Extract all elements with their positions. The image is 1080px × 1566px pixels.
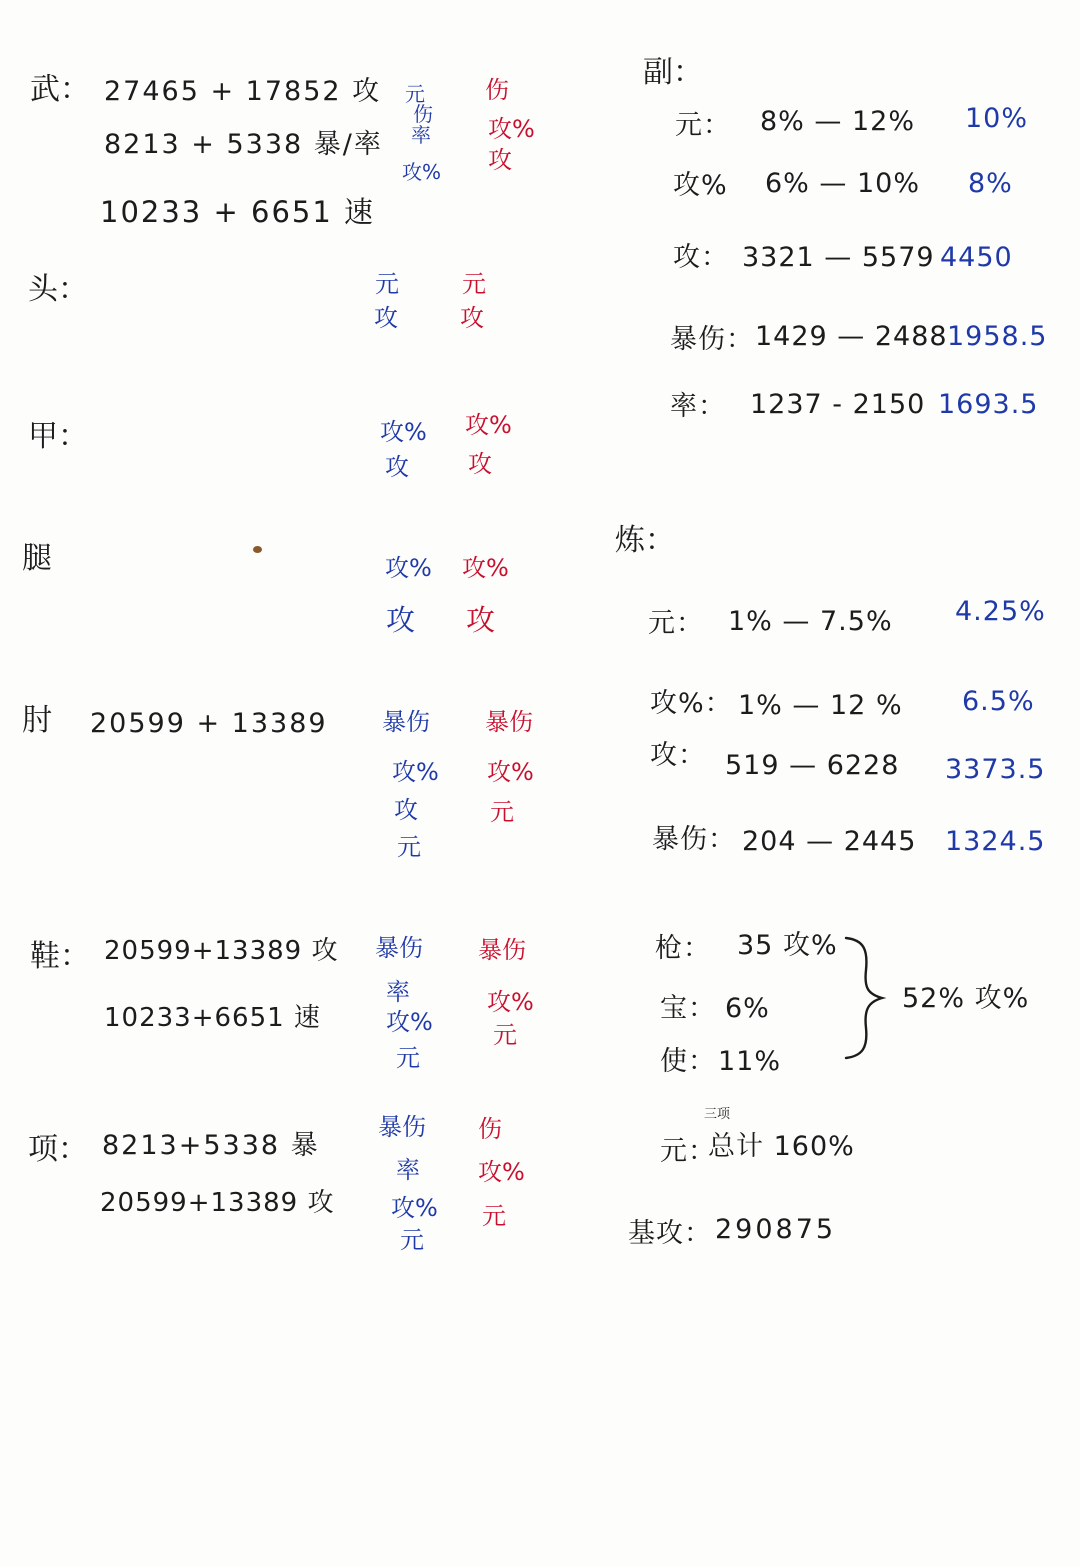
elbow-blue-opt-4: 元 — [397, 833, 421, 861]
weapon-blue-opt-2: 伤 — [413, 102, 433, 126]
refine-row-3-avg: 3373.5 — [945, 754, 1046, 785]
secondary-row-4-name: 暴伤： — [670, 324, 754, 355]
shoes-label: 鞋： — [30, 939, 90, 974]
secondary-row-5-range: 1237 - 2150 — [750, 389, 926, 420]
necklace-blue-opt-4: 元 — [400, 1226, 424, 1254]
necklace-label: 项： — [28, 1132, 88, 1167]
elbow-blue-opt-2: 攻% — [392, 758, 439, 786]
weapon-red-opt-3: 攻 — [488, 146, 512, 174]
elbow-red-opt-1: 暴伤 — [485, 708, 533, 736]
legs-blue-opt-2: 攻 — [386, 603, 416, 637]
armor-blue-opt-1: 攻% — [380, 418, 427, 446]
refine-row-2-range: 1% — 12 % — [738, 690, 903, 721]
secondary-row-3-name: 攻： — [673, 242, 729, 273]
secondary-row-4-range: 1429 — 2488 — [755, 321, 948, 352]
secondary-row-5-name: 率： — [670, 391, 726, 422]
necklace-red-opt-2: 攻% — [478, 1158, 525, 1186]
refine-row-3-name: 攻： — [650, 740, 706, 771]
legs-red-opt-1: 攻% — [462, 554, 509, 582]
secondary-row-2-avg: 8% — [968, 168, 1013, 199]
legs-label: 腿 — [22, 541, 52, 576]
weapon-blue-opt-1: 元 — [405, 82, 425, 106]
weapon-label: 武： — [30, 72, 90, 107]
bonus-row-1-name: 枪： — [655, 933, 711, 964]
base-attack-label: 基攻： — [628, 1218, 712, 1249]
shoes-blue-opt-1: 暴伤 — [375, 934, 423, 962]
armor-red-opt-1: 攻% — [465, 411, 512, 439]
weapon-red-opt-1: 伤 — [485, 76, 509, 104]
elbow-blue-opt-3: 攻 — [394, 796, 418, 824]
secondary-row-1-range: 8% — 12% — [760, 106, 916, 137]
weapon-red-opt-2: 攻% — [488, 115, 535, 143]
legs-blue-opt-1: 攻% — [385, 554, 432, 582]
armor-label: 甲： — [28, 419, 88, 454]
right-curly-brace — [842, 932, 886, 1062]
secondary-row-1-avg: 10% — [965, 103, 1029, 134]
weapon-line-3: 10233 + 6651 速 — [100, 195, 376, 229]
ink-stain — [253, 546, 262, 553]
shoes-line-1: 20599+13389 攻 — [104, 936, 339, 966]
head-red-opt-1: 元 — [462, 270, 486, 298]
refine-row-4-avg: 1324.5 — [945, 826, 1046, 857]
weapon-line-2: 8213 + 5338 暴/率 — [104, 129, 383, 160]
secondary-row-5-avg: 1693.5 — [938, 389, 1039, 420]
secondary-row-3-range: 3321 — 5579 — [742, 242, 935, 273]
refine-row-1-range: 1% — 7.5% — [728, 606, 893, 637]
shoes-red-opt-2: 攻% — [487, 988, 534, 1016]
bonus-row-2-value: 6% — [725, 993, 770, 1024]
necklace-red-opt-1: 伤 — [478, 1115, 502, 1143]
secondary-row-2-name: 攻% — [673, 170, 728, 201]
necklace-blue-opt-2: 率 — [396, 1156, 420, 1184]
refine-row-2-name: 攻%： — [650, 688, 733, 719]
necklace-blue-opt-3: 攻% — [391, 1194, 438, 1222]
head-blue-opt-1: 元 — [375, 270, 399, 298]
weapon-line-1: 27465 + 17852 攻 — [104, 76, 382, 107]
bonus-row-2-name: 宝： — [660, 993, 716, 1024]
secondary-row-1-name: 元： — [675, 110, 731, 141]
armor-red-opt-2: 攻 — [468, 450, 492, 478]
yuan-total-value: 总计 160% — [708, 1131, 855, 1162]
necklace-blue-opt-1: 暴伤 — [378, 1113, 426, 1141]
secondary-row-2-range: 6% — 10% — [765, 168, 921, 199]
shoes-line-2: 10233+6651 速 — [104, 1003, 321, 1033]
yuan-total-label: 元： — [660, 1136, 716, 1167]
refine-row-4-range: 204 — 2445 — [742, 826, 917, 857]
head-blue-opt-2: 攻 — [374, 304, 398, 332]
bonus-row-1-value: 35 攻% — [737, 930, 838, 961]
shoes-blue-opt-3: 攻% — [386, 1008, 433, 1036]
shoes-red-opt-1: 暴伤 — [478, 936, 526, 964]
bonus-total: 52% 攻% — [902, 983, 1030, 1014]
legs-red-opt-2: 攻 — [466, 603, 496, 637]
weapon-blue-opt-4: 攻% — [402, 160, 442, 184]
elbow-label: 肘 — [22, 703, 52, 738]
shoes-blue-opt-4: 元 — [396, 1044, 420, 1072]
bonus-row-3-value: 11% — [718, 1046, 782, 1077]
head-label: 头： — [28, 272, 88, 307]
refine-row-2-avg: 6.5% — [962, 686, 1035, 717]
refine-row-4-name: 暴伤： — [652, 824, 736, 855]
refine-row-1-name: 元： — [648, 608, 704, 639]
elbow-red-opt-3: 元 — [490, 798, 514, 826]
refine-label: 炼： — [615, 523, 675, 558]
necklace-line-2: 20599+13389 攻 — [100, 1188, 335, 1218]
secondary-label: 副： — [643, 55, 703, 90]
secondary-row-3-avg: 4450 — [940, 242, 1013, 273]
elbow-blue-opt-1: 暴伤 — [382, 708, 430, 736]
head-red-opt-2: 攻 — [460, 304, 484, 332]
shoes-red-opt-3: 元 — [493, 1021, 517, 1049]
weapon-blue-opt-3: 率 — [411, 123, 431, 147]
shoes-blue-opt-2: 率 — [386, 978, 410, 1006]
refine-row-1-avg: 4.25% — [955, 596, 1046, 627]
elbow-red-opt-2: 攻% — [487, 758, 534, 786]
base-attack-value: 290875 — [715, 1214, 837, 1245]
necklace-red-opt-3: 元 — [482, 1202, 506, 1230]
refine-row-3-range: 519 — 6228 — [725, 750, 900, 781]
armor-blue-opt-2: 攻 — [385, 453, 409, 481]
necklace-line-1: 8213+5338 暴 — [102, 1130, 320, 1161]
yuan-total-note: 三项 — [704, 1107, 731, 1122]
elbow-line-1: 20599 + 13389 — [90, 708, 328, 739]
secondary-row-4-avg: 1958.5 — [947, 321, 1048, 352]
bonus-row-3-name: 使： — [660, 1046, 716, 1077]
